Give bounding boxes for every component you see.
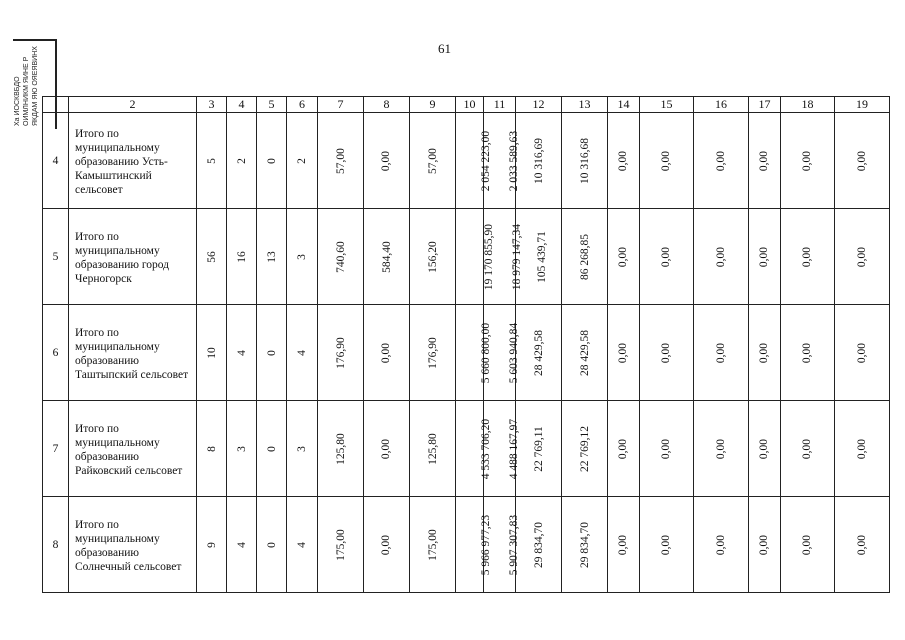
column-header: 17 bbox=[749, 97, 781, 113]
cell-value: 0 bbox=[265, 541, 278, 548]
cell-value: 0,00 bbox=[715, 246, 727, 267]
row-number: 4 bbox=[43, 113, 69, 209]
row-label: Итого по муниципальному образованию Солнечный сельсовет bbox=[69, 497, 197, 593]
cell-value: 0,00 bbox=[617, 534, 630, 555]
table-cell bbox=[781, 305, 835, 401]
row-label: Итого по муниципальному образованию Райковский сельсовет bbox=[69, 401, 197, 497]
cell-value: 16 bbox=[235, 250, 248, 263]
table-cell bbox=[694, 113, 749, 209]
cell-value: 0,00 bbox=[715, 342, 727, 363]
table-cell bbox=[197, 305, 227, 401]
stamp-line: Ха ИОСКВБДО bbox=[14, 76, 21, 126]
cell-value: 2 bbox=[235, 157, 248, 164]
cell-value: 0 bbox=[265, 157, 278, 164]
column-header: 7 bbox=[318, 97, 364, 113]
cell-value: 0,00 bbox=[856, 150, 868, 171]
table-cell bbox=[227, 497, 257, 593]
table-cell bbox=[835, 401, 890, 497]
table-cell bbox=[562, 305, 608, 401]
table-cell bbox=[410, 401, 456, 497]
table-cell bbox=[227, 401, 257, 497]
cell-value: 0,00 bbox=[660, 534, 673, 555]
table-cell bbox=[456, 305, 493, 401]
row-number: 5 bbox=[43, 209, 69, 305]
row-number: 7 bbox=[43, 401, 69, 497]
column-header: 11 bbox=[484, 97, 516, 113]
table-cell bbox=[456, 113, 493, 209]
column-header: 18 bbox=[781, 97, 835, 113]
cell-value: 5 966 977,23 bbox=[480, 514, 493, 575]
table-cell bbox=[516, 497, 562, 593]
cell-value: 28 429,58 bbox=[579, 329, 591, 376]
cell-value: 0,00 bbox=[758, 438, 771, 459]
table-cell bbox=[227, 113, 257, 209]
cell-value: 0,00 bbox=[758, 534, 771, 555]
cell-value: 0,00 bbox=[801, 246, 814, 267]
row-number: 6 bbox=[43, 305, 69, 401]
cell-value: 4 bbox=[296, 349, 308, 356]
cell-value: 0,00 bbox=[856, 246, 868, 267]
table-cell bbox=[456, 401, 493, 497]
cell-value: 3 bbox=[296, 445, 308, 452]
cell-value: 10 bbox=[205, 346, 218, 359]
table-cell bbox=[287, 209, 318, 305]
column-header: 16 bbox=[694, 97, 749, 113]
page-number: 61 bbox=[438, 41, 451, 56]
data-table bbox=[42, 96, 890, 593]
cell-value: 8 bbox=[205, 445, 218, 452]
table-cell bbox=[608, 113, 640, 209]
table-cell bbox=[562, 401, 608, 497]
row-label: Итого по муниципальному образованию Усть-Камыштинский сельсовет bbox=[69, 113, 197, 209]
table-row bbox=[43, 305, 890, 401]
table-cell bbox=[197, 401, 227, 497]
column-header: 10 bbox=[456, 97, 484, 113]
cell-value: 2 033 589,63 bbox=[508, 130, 521, 191]
table-cell bbox=[562, 209, 608, 305]
cell-value: 4 bbox=[235, 541, 248, 548]
stamp-line: ОИМЛНИКМ ЯИНЕ Р bbox=[23, 56, 30, 126]
cell-value: 10 316,68 bbox=[579, 137, 591, 184]
table-cell bbox=[364, 113, 410, 209]
table-cell bbox=[640, 497, 694, 593]
table-cell bbox=[749, 113, 781, 209]
cell-value: 176,90 bbox=[426, 336, 439, 369]
cell-value: 5 907 307,83 bbox=[508, 514, 521, 575]
column-header: 15 bbox=[640, 97, 694, 113]
cell-value: 0,00 bbox=[380, 342, 393, 363]
cell-value: 29 834,70 bbox=[533, 521, 545, 568]
table-cell bbox=[749, 305, 781, 401]
cell-value: 3 bbox=[235, 445, 248, 452]
table-cell bbox=[640, 209, 694, 305]
cell-value: 0,00 bbox=[801, 534, 814, 555]
cell-value: 5 bbox=[205, 157, 218, 164]
cell-value: 0,00 bbox=[856, 342, 868, 363]
cell-value: 0,00 bbox=[617, 438, 630, 459]
cell-value: 0,00 bbox=[758, 342, 771, 363]
column-header: 19 bbox=[835, 97, 890, 113]
table-cell bbox=[227, 209, 257, 305]
table-cell bbox=[410, 209, 456, 305]
cell-value: 2 bbox=[296, 157, 308, 164]
cell-value: 56 bbox=[205, 250, 218, 263]
table-cell bbox=[835, 113, 890, 209]
table-cell bbox=[318, 305, 364, 401]
cell-value: 0 bbox=[265, 445, 278, 452]
column-header: 3 bbox=[197, 97, 227, 113]
table-cell bbox=[835, 209, 890, 305]
cell-value: 156,20 bbox=[426, 240, 439, 273]
cell-value: 0,00 bbox=[617, 246, 630, 267]
table-row bbox=[43, 401, 890, 497]
table-cell bbox=[227, 305, 257, 401]
cell-value: 3 bbox=[296, 253, 308, 260]
cell-value: 105 439,71 bbox=[535, 230, 548, 283]
cell-value: 0,00 bbox=[715, 150, 727, 171]
table-cell bbox=[197, 497, 227, 593]
column-header: 12 bbox=[516, 97, 562, 113]
cell-value: 0,00 bbox=[715, 438, 727, 459]
cell-value: 0,00 bbox=[660, 438, 673, 459]
table-cell bbox=[562, 113, 608, 209]
cell-value: 22 769,12 bbox=[579, 425, 591, 472]
cell-value: 0,00 bbox=[801, 150, 814, 171]
table-cell bbox=[749, 401, 781, 497]
table-cell bbox=[749, 497, 781, 593]
table-cell bbox=[318, 209, 364, 305]
table-cell bbox=[287, 305, 318, 401]
cell-value: 4 bbox=[296, 541, 308, 548]
row-number: 8 bbox=[43, 497, 69, 593]
column-header: 13 bbox=[562, 97, 608, 113]
table-cell bbox=[257, 305, 287, 401]
row-label: Итого по муниципальному образованию город Черногорск bbox=[69, 209, 197, 305]
cell-value: 0,00 bbox=[758, 150, 771, 171]
table-cell bbox=[562, 497, 608, 593]
table-cell bbox=[364, 209, 410, 305]
table-cell bbox=[318, 113, 364, 209]
cell-value: 4 488 167,97 bbox=[508, 418, 521, 479]
cell-value: 0,00 bbox=[856, 534, 868, 555]
column-header: 5 bbox=[257, 97, 287, 113]
cell-value: 0,00 bbox=[660, 246, 673, 267]
cell-value: 29 834,70 bbox=[579, 521, 591, 568]
cell-value: 0,00 bbox=[660, 150, 673, 171]
column-header: 4 bbox=[227, 97, 257, 113]
cell-value: 0,00 bbox=[617, 342, 630, 363]
table-cell bbox=[640, 113, 694, 209]
table-cell bbox=[516, 305, 562, 401]
header-row bbox=[43, 97, 890, 113]
table-cell bbox=[456, 497, 493, 593]
table-cell bbox=[516, 113, 562, 209]
cell-value: 13 bbox=[265, 250, 278, 263]
table-cell bbox=[781, 209, 835, 305]
column-header: 6 bbox=[287, 97, 318, 113]
table-cell bbox=[694, 305, 749, 401]
table-cell bbox=[640, 401, 694, 497]
cell-value: 175,00 bbox=[426, 528, 439, 561]
cell-value: 28 429,58 bbox=[533, 329, 545, 376]
table-cell bbox=[608, 497, 640, 593]
cell-value: 22 769,11 bbox=[532, 425, 545, 472]
table-cell bbox=[694, 401, 749, 497]
table-cell bbox=[197, 209, 227, 305]
cell-value: 0,00 bbox=[660, 342, 673, 363]
cell-value: 2 054 223,00 bbox=[480, 130, 493, 191]
cell-value: 86 268,85 bbox=[579, 233, 591, 280]
table-cell bbox=[364, 497, 410, 593]
table-cell bbox=[257, 401, 287, 497]
cell-value: 0 bbox=[265, 349, 278, 356]
table-cell bbox=[781, 113, 835, 209]
cell-value: 18 979 147,34 bbox=[511, 223, 524, 290]
row-label: Итого по муниципальному образованию Таштыпский сельсовет bbox=[69, 305, 197, 401]
table-cell bbox=[835, 305, 890, 401]
cell-value: 584,40 bbox=[380, 240, 393, 273]
table-cell bbox=[287, 401, 318, 497]
cell-value: 0,00 bbox=[380, 150, 393, 171]
table-row bbox=[43, 497, 890, 593]
table-cell bbox=[257, 209, 287, 305]
table-cell bbox=[608, 305, 640, 401]
table-cell bbox=[318, 401, 364, 497]
cell-value: 0,00 bbox=[380, 534, 393, 555]
cell-value: 0,00 bbox=[856, 438, 868, 459]
table-cell bbox=[257, 497, 287, 593]
column-header bbox=[43, 97, 69, 113]
table-cell bbox=[781, 497, 835, 593]
cell-value: 5 660 800,00 bbox=[480, 322, 493, 383]
cell-value: 9 bbox=[205, 541, 218, 548]
cell-value: 57,00 bbox=[426, 147, 439, 174]
column-header: 14 bbox=[608, 97, 640, 113]
cell-value: 57,00 bbox=[334, 147, 347, 174]
column-header: 2 bbox=[69, 97, 197, 113]
table-cell bbox=[410, 113, 456, 209]
table-cell bbox=[364, 305, 410, 401]
cell-value: 0,00 bbox=[758, 246, 771, 267]
cell-value: 19 170 855,90 bbox=[483, 223, 496, 290]
cell-value: 5 603 940,84 bbox=[508, 322, 521, 383]
table-cell bbox=[835, 497, 890, 593]
table-cell bbox=[516, 401, 562, 497]
column-header: 9 bbox=[410, 97, 456, 113]
cell-value: 10 316,69 bbox=[533, 137, 545, 184]
cell-value: 0,00 bbox=[715, 534, 727, 555]
cell-value: 125,80 bbox=[426, 432, 439, 465]
cell-value: 4 533 706,20 bbox=[480, 418, 493, 479]
table-cell bbox=[640, 305, 694, 401]
cell-value: 125,80 bbox=[334, 432, 347, 465]
cell-value: 175,00 bbox=[334, 528, 347, 561]
table-cell bbox=[318, 497, 364, 593]
table-cell bbox=[456, 209, 496, 305]
column-header: 8 bbox=[364, 97, 410, 113]
table-cell bbox=[287, 113, 318, 209]
table-cell bbox=[287, 497, 318, 593]
table-cell bbox=[749, 209, 781, 305]
table-cell bbox=[364, 401, 410, 497]
cell-value: 740,60 bbox=[334, 240, 347, 273]
table-cell bbox=[197, 113, 227, 209]
table-row bbox=[43, 113, 890, 209]
table-cell bbox=[410, 305, 456, 401]
cell-value: 0,00 bbox=[380, 438, 393, 459]
table-cell bbox=[257, 113, 287, 209]
cell-value: 0,00 bbox=[801, 342, 814, 363]
cell-value: 176,90 bbox=[334, 336, 347, 369]
table-cell bbox=[410, 497, 456, 593]
table-cell bbox=[608, 209, 640, 305]
table-cell bbox=[781, 401, 835, 497]
table-cell bbox=[608, 401, 640, 497]
table-cell bbox=[694, 209, 749, 305]
table-row bbox=[43, 209, 890, 305]
cell-value: 0,00 bbox=[801, 438, 814, 459]
table-cell bbox=[694, 497, 749, 593]
cell-value: 4 bbox=[235, 349, 248, 356]
cell-value: 0,00 bbox=[617, 150, 630, 171]
stamp-line: ЯКДАМ ЯЮ ОЯЕЯВИНХ bbox=[32, 46, 39, 126]
